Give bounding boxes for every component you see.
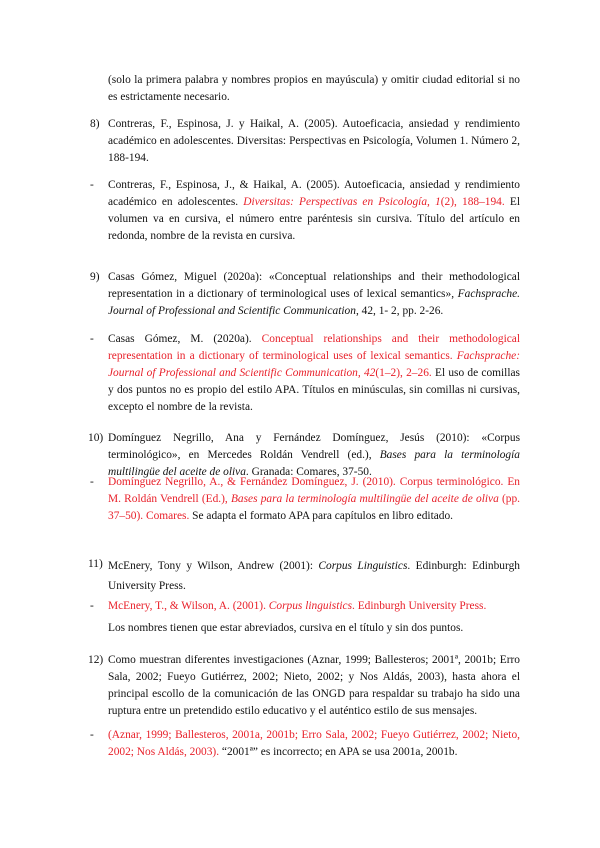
correction-author: Casas Gómez, M. (2020a). (108, 333, 262, 345)
correction-bullet-9: - (90, 333, 94, 345)
correction-bullet-12: - (90, 729, 94, 741)
correction-pages: (pp. 37–50). Comares. (108, 493, 520, 522)
original-book: Bases para la terminología multilingüe del aceite de oliva (108, 449, 520, 478)
original-book: Corpus Linguistics (318, 560, 408, 572)
reference-original-9 (108, 269, 520, 320)
reference-original-12: Como muestran diferentes investigaciones (Aznar, 1999; Ballesteros; 2001ª, 2001b; Erro Sala, 2002; Fueyo Gutiérrez, 2002; Nieto, 2002; y Nos Aldás, 2003), hasta ahora el principal escollo de la comunicación de las ONGD para respaldar su trabajo ha sido una ruptura entre un pretendido estilo educativo y el auténtico estilo de sus mensajes. (108, 654, 520, 717)
correction-note: “2001ª” es incorrecto; en APA se usa 2001a, 2001b. (219, 746, 458, 758)
correction-bullet-10: - (90, 476, 94, 488)
item-number-10: 10) (88, 432, 104, 444)
correction-note: Se adapta el formato APA para capítulos en libro editado. (189, 510, 454, 522)
reference-correction-9 (108, 331, 520, 416)
correction-book: Bases para la terminología multilingüe del aceite de oliva (230, 493, 499, 505)
correction-journal: Diversitas: Perspectivas en Psicología, 1 (243, 196, 441, 208)
original-tail: . Granada: Comares, 37-50. (245, 466, 372, 478)
correction-note-11: Los nombres tienen que estar abreviados, cursiva en el título y sin dos puntos. (108, 622, 464, 634)
correction-text: Domínguez Negrillo, A., & Fernández Domínguez, J. (2010). Corpus terminológico. En M. Roldán Vendrell (Ed.), (108, 476, 520, 505)
reference-original-8: Contreras, F., Espinosa, J. y Haikal, A. (2005). Autoeficacia, ansiedad y rendimiento académico en adolescentes. Diversitas: Perspectivas en Psicología, Volumen 1. Número 2, 188-194. (108, 118, 520, 164)
original-text: Domínguez Negrillo, Ana y Fernández Domínguez, Jesús (2010): «Corpus terminológico», en Mercedes Roldán Vendrell (ed.), (108, 432, 520, 461)
original-text: Casas Gómez, Miguel (2020a): «Conceptual relationships and their methodological representation in a dictionary of terminological uses of lexical semantics», (108, 271, 520, 300)
item-number-12: 12) (88, 654, 104, 666)
original-tail: , 42, 1- 2, pp. 2-26. (355, 305, 444, 317)
reference-original-11 (108, 556, 520, 596)
correction-bullet-11: - (90, 600, 94, 612)
correction-title: Conceptual relationships and their methodological representation in a dictionary of terminological uses of lexical semantics. (108, 333, 521, 362)
reference-correction-8 (108, 177, 520, 245)
correction-bullet-8: - (90, 179, 94, 191)
correction-citation: (Aznar, 1999; Ballesteros, 2001a, 2001b; Erro Sala, 2002; Fueyo Gutiérrez, 2002; Nieto, 2002; Nos Aldás, 2003). (108, 729, 520, 758)
correction-issue: (1–2), 2–26. (375, 367, 432, 379)
correction-text: Contreras, F., Espinosa, J., & Haikal, A. (2005). Autoeficacia, ansiedad y rendimiento académico en adolescentes. (108, 179, 520, 208)
item-number-11: 11) (88, 558, 103, 570)
continuation-text: (solo la primera palabra y nombres propios en mayúscula) y omitir ciudad editorial si no es estrictamente necesario. (108, 74, 520, 103)
correction-publisher: . Edinburgh University Press. (352, 600, 487, 612)
correction-book: Corpus linguistics (268, 600, 353, 612)
reference-correction-12 (108, 727, 520, 761)
correction-author: McEnery, T., & Wilson, A. (2001). (108, 600, 269, 612)
item-number-9: 9) (90, 271, 100, 283)
correction-note: El volumen va en cursiva, el número entre paréntesis sin cursiva. Título del artículo en redonda, nombre de la revista en cursiva. (108, 196, 520, 242)
correction-note: El uso de comillas y dos puntos no es propio del estilo APA. Títulos en minúsculas, sin comillas ni cursivas, excepto el nombre de la revista. (108, 367, 520, 413)
original-tail: . Edinburgh: Edinburgh University Press. (108, 560, 520, 592)
correction-journal: Fachsprache: Journal of Professional and Scientific Communication, 42 (108, 350, 520, 379)
original-text: McEnery, Tony y Wilson, Andrew (2001): (108, 560, 319, 572)
reference-correction-10 (108, 474, 520, 525)
item-number-8: 8) (90, 118, 100, 130)
original-journal: Fachsprache. Journal of Professional and Scientific Communication (108, 288, 520, 317)
reference-correction-11 (108, 598, 520, 615)
correction-issue: (2), 188–194. (440, 196, 505, 208)
